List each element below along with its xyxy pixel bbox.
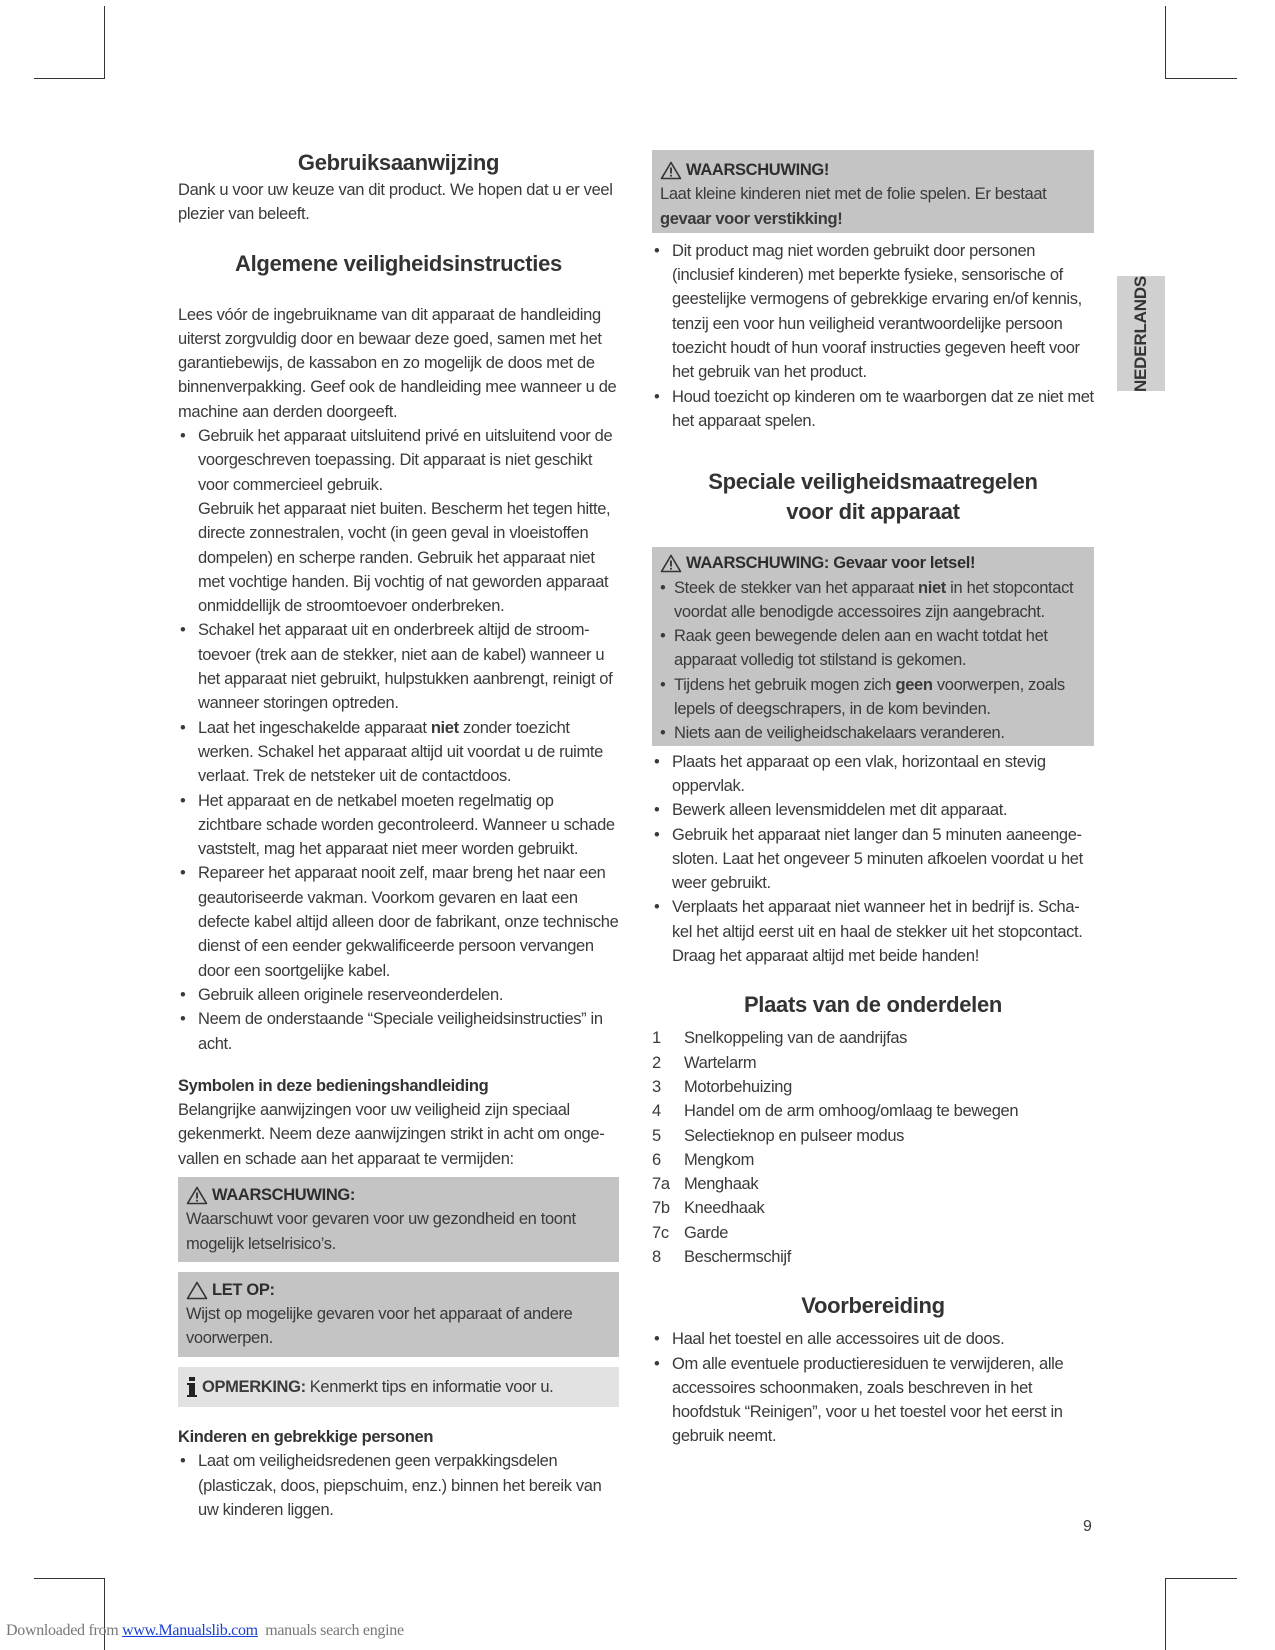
list-item-text: Tijdens het gebruik mogen zich [674,675,896,694]
special-heading-line: voor dit apparaat [786,499,960,525]
list-item [660,673,1086,722]
warning-triangle-icon [660,161,682,180]
list-item: • Bewerk alleen levensmiddelen met dit apparaat. [652,798,1094,822]
part-label: Selectieknop en pulseer modus [684,1126,905,1145]
part-number: 4 [652,1102,661,1121]
list-item: • Laat om veiligheidsredenen geen verpakkingsdelen (plasticzak, doos, piepschuim, enz.) binnen het bereik van uw kinderen liggen. [178,1449,619,1522]
list-item: • Gebruik alleen originele reserveonderdelen. [178,983,619,1007]
warning-box-header [186,1183,611,1207]
caution-box-text: Wijst op mogelijke gevaren voor het apparaat of andere voorwerpen. [186,1305,573,1348]
foil-warning-text [660,182,1086,231]
emphasis: niet [918,578,946,597]
foil-warning-header [660,158,1086,182]
part-number: 7a [652,1175,670,1194]
part-item [652,1026,1094,1050]
list-item-text: Gebruik het apparaat niet buiten. Bescherm het tegen hitte, directe zonnestralen, vocht (in geen geval in vloeistoffen dompelen) en scherpe randen. Gebruik het apparaat niet met vochtige handen. Bij vochtig of nat geworden apparaat onmiddellijk de stroomtoevoer onderbreken. [198,499,611,616]
children-rules-list [652,239,1094,433]
part-label: Garde [684,1223,729,1242]
emphasis: niet [430,718,459,737]
list-item: • Plaats het apparaat op een vlak, horizontaal en stevig oppervlak. [652,750,1094,799]
part-item [652,1099,1094,1123]
part-item [652,1148,1094,1172]
warning-triangle-icon [186,1186,208,1205]
warning-triangle-icon [660,554,682,573]
part-label: Beschermschijf [684,1247,791,1266]
right-column [652,150,1094,1449]
part-label: Wartelarm [684,1053,757,1072]
crop-mark [104,6,105,78]
list-item: • Raak geen bewegende delen aan en wacht totdat het apparaat volledig tot stilstand is gekomen. [660,624,1086,673]
crop-mark [34,78,105,79]
children-list [178,1449,619,1522]
safety-heading: Algemene veiligheidsinstructies [235,250,562,276]
crop-mark [34,1578,105,1579]
list-item [178,716,619,789]
part-number: 2 [652,1053,661,1072]
list-item [178,424,619,618]
part-item [652,1172,1094,1196]
caution-box-header [186,1278,611,1302]
info-icon [186,1377,198,1397]
injury-warning-list [660,576,1086,746]
footer-prefix: Downloaded from [6,1622,123,1639]
note-line [186,1375,611,1399]
list-item-text: in het stopcontact voordat alle benodigde accessoires zijn aangebracht. [674,578,1074,621]
warning-box [178,1177,619,1262]
list-item: • Niets aan de veiligheidschakelaars veranderen. [660,721,1086,745]
parts-heading: Plaats van de onderdelen [743,992,1003,1018]
list-item: • Haal het toestel en alle accessoires uit de doos. [652,1327,1094,1351]
page-number: 9 [1083,1518,1092,1535]
list-item [660,576,1086,625]
part-label: Snelkoppeling van de aandrijfas [684,1029,908,1048]
part-label: Handel om de arm omhoog/omlaag te bewegen [684,1102,1019,1121]
usage-rules-list [652,750,1094,969]
warning-box-text: Waarschuwt voor gevaren voor uw gezondheid en toont mogelijk letselrisico’s. [186,1210,576,1253]
foil-warning-emphasis: gevaar voor verstikking! [660,209,843,228]
caution-box [178,1272,619,1357]
prep-list [652,1327,1094,1448]
part-label: Menghaak [684,1175,759,1194]
part-number: 7c [652,1223,669,1242]
part-item [652,1221,1094,1245]
children-heading: Kinderen en gebrekkige personen [178,1428,434,1447]
crop-mark [1165,6,1166,78]
left-column [178,148,619,1522]
caution-triangle-icon [186,1281,208,1300]
language-tab-label: NEDERLANDS [1131,275,1150,392]
list-item: • Repareer het apparaat nooit zelf, maar breng het naar een geautoriseerde vakman. Voorkom gevaren en laat een defecte kabel altijd alleen door de fabrikant, onze technische dienst of een eender gekwalificeerde persoon vervangen door een soortgelijke kabel. [178,861,619,982]
language-tab [1117,276,1165,391]
symbols-text: Belangrijke aanwijzingen voor uw veiligheid zijn speciaal gekenmerkt. Neem deze aanwijzingen strikt in acht om onge-vallen en schade aan het apparaat te vermijden: [178,1101,605,1168]
part-item [652,1075,1094,1099]
part-number: 7b [652,1199,670,1218]
part-number: 5 [652,1126,661,1145]
foil-warning-title: WAARSCHUWING! [686,161,830,179]
crop-mark [1165,1578,1237,1579]
part-number: 8 [652,1247,661,1266]
part-label: Motorbehuizing [684,1077,792,1096]
warning-box-title: WAARSCHUWING: [212,1185,356,1204]
list-item-text: Gebruik het apparaat uitsluitend privé en uitsluitend voor de voorgeschreven toepassing. Dit apparaat is niet geschikt voor commercieel gebruik. [198,427,613,494]
list-item: • Schakel het apparaat uit en onderbreek altijd de stroom-toevoer (trek aan de stekker, niet aan de kabel) wanneer u het apparaat niet gebruikt, hulpstukken aanbrengt, reinigt of wanneer storingen optreden. [178,618,619,715]
safety-list [178,424,619,1056]
note-box [178,1367,619,1407]
list-item: • Gebruik het apparaat niet langer dan 5 minuten aaneenge-sloten. Laat het ongeveer 5 minuten afkoelen voordat u het weer gebruikt. [652,823,1094,896]
list-item: • Om alle eventuele productieresiduen te verwijderen, alle accessoires schoonmaken, zoals beschreven in het hoofdstuk “Reinigen”, voor u het toestel voor het eerst in gebruik neemt. [652,1352,1094,1449]
safety-intro: Lees vóór de ingebruikname van dit apparaat de handleiding uiterst zorgvuldig door en bewaar deze goed, samen met het garantiebewijs, de kassabon en zo mogelijk de doos met de binnenverpakking. Geef ook de handleiding mee wanneer u de machine aan derden doorgeeft. [178,305,617,421]
crop-mark [1165,78,1237,79]
list-item-text: zonder toezicht werken. Schakel het apparaat altijd uit voordat u de ruimte verlaat. Trek de netsteker uit de contactdoos. [198,718,603,786]
parts-list [652,1026,1094,1269]
list-item: • Het apparaat en de netkabel moeten regelmatig op zichtbare schade worden gecontroleerd. Wanneer u schade vaststelt, mag het apparaat niet meer worden gebruikt. [178,789,619,862]
part-label: Mengkom [684,1150,754,1169]
part-item [652,1051,1094,1075]
intro-text: Dank u voor uw keuze van dit product. We hopen dat u er veel plezier van beleeft. [178,181,613,224]
manualslib-link[interactable]: www.Manualslib.com [122,1622,258,1639]
symbols-heading: Symbolen in deze bedieningshandleiding [178,1076,489,1095]
list-item-text: Steek de stekker van het apparaat [674,578,919,597]
list-item: • Houd toezicht op kinderen om te waarborgen dat ze niet met het apparaat spelen. [652,385,1094,434]
injury-warning-header [660,551,1086,575]
foil-warning-body: Laat kleine kinderen niet met de folie spelen. Er bestaat [660,185,1047,204]
part-number: 6 [652,1150,661,1169]
foil-warning-box [652,150,1094,233]
list-item-text: Laat het ingeschakelde apparaat [198,718,431,737]
special-heading [652,467,1094,527]
note-box-title: OPMERKING: [202,1377,306,1396]
list-item-text: voorwerpen, zoals lepels of deegschrapers, in de kom bevinden. [674,675,1065,719]
list-item: • Verplaats het apparaat niet wanneer het in bedrijf is. Scha-kel het altijd eerst uit en haal de stekker uit het stopcontact. Draag het apparaat altijd met beide handen! [652,895,1094,968]
part-number: 1 [652,1029,661,1048]
note-box-text: Kenmerkt tips en informatie voor u. [309,1377,554,1396]
part-item [652,1124,1094,1148]
list-item: • Dit product mag niet worden gebruikt door personen (inclusief kinderen) met beperkte fysieke, sensorische of geestelijke vermogens of gebrekkige ervaring en/of kennis, tenzij een voor hun veiligheid verantwoordelijke persoon toezicht houdt of hun vooraf instructies gegeven heeft voor het gebruik van het product. [652,239,1094,385]
part-item [652,1196,1094,1220]
footer-suffix: manuals search engine [257,1622,404,1639]
injury-warning-box [652,547,1094,745]
part-number: 3 [652,1077,661,1096]
crop-mark [1165,1578,1166,1650]
injury-warning-title: WAARSCHUWING: Gevaar voor letsel! [686,554,976,573]
download-footer [6,1622,404,1640]
special-heading-line: Speciale veiligheidsmaatregelen [708,469,1038,495]
emphasis: geen [895,675,933,694]
part-label: Kneedhaak [684,1199,765,1218]
part-item [652,1245,1094,1269]
page-title: Gebruiksaanwijzing [297,150,500,175]
list-item: • Neem de onderstaande “Speciale veiligheidsinstructies” in acht. [178,1007,619,1056]
prep-heading: Voorbereiding [801,1293,945,1319]
caution-box-title: LET OP: [212,1280,275,1299]
